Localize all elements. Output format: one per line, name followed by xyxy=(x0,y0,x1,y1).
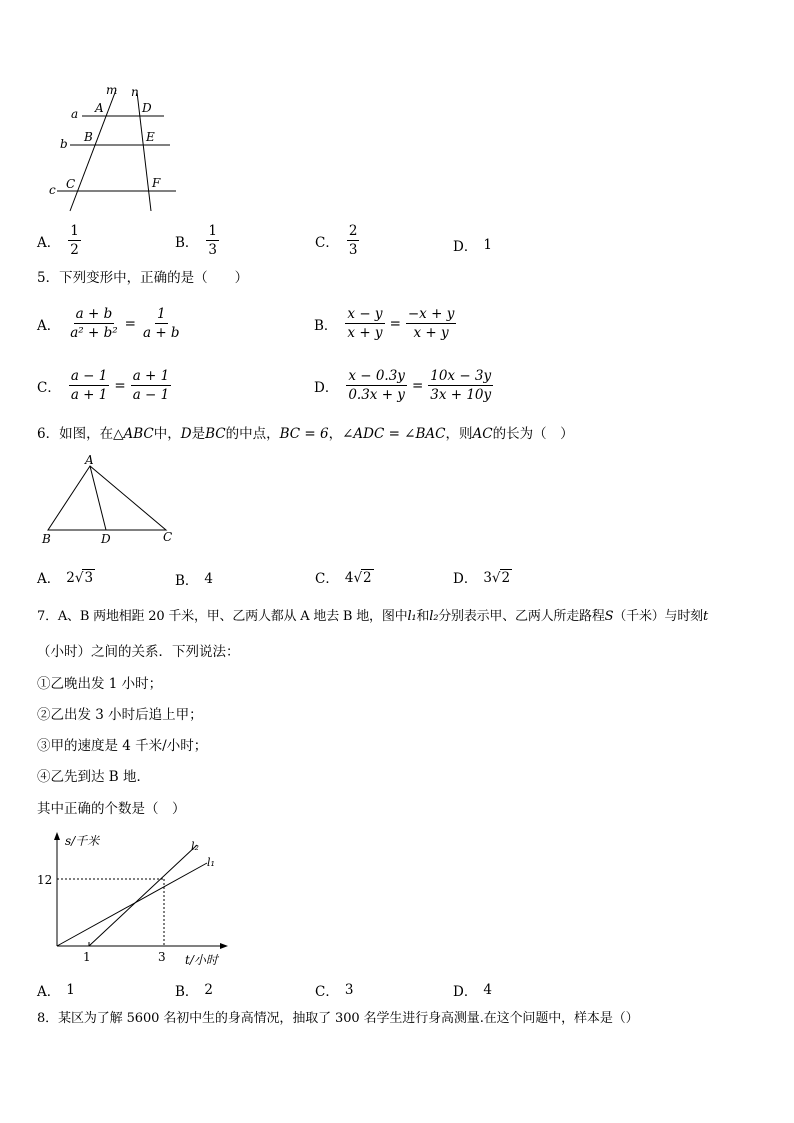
q7-distance-time-graph xyxy=(35,828,265,973)
label-C: C xyxy=(163,530,173,544)
x-tick-1: 1 xyxy=(83,950,91,964)
q6-option-c[interactable]: C． 4 √ 2 xyxy=(315,569,372,587)
q5-option-c[interactable]: C． $\frac{a - 1}{a + 1}$ = $\frac{a + 1}{a - 1}$ xyxy=(37,368,170,404)
q6-stem: 6．如图，在△ABC中，D是BC的中点，BC = 6，∠ADC = ∠BAC，则AC的长为（ ） xyxy=(37,426,574,442)
y-axis-label: s/千米 xyxy=(65,834,100,848)
q7-statement-1: ①乙晚出发 1 小时； xyxy=(37,676,163,692)
q4-option-a[interactable]: A． $\frac{1}{2}$ xyxy=(37,223,79,259)
y-axis-arrow xyxy=(54,832,60,840)
label-l2: l₂ xyxy=(191,840,199,853)
label-A: A xyxy=(85,453,94,467)
q7-option-d[interactable]: D． 4 xyxy=(453,982,492,1000)
x-axis-arrow xyxy=(220,943,228,949)
label-B: B xyxy=(42,532,51,546)
q6-option-b[interactable]: B． 4 xyxy=(175,571,214,589)
q5-option-a[interactable]: A． $\frac{a + b}{\text{a² + b²}}$ = $\frac{1}{a + b}$ xyxy=(37,306,180,342)
q7-option-a[interactable]: A． 1 xyxy=(37,982,75,1000)
line-l2 xyxy=(89,845,197,946)
q4-option-c[interactable]: C． $\frac{2}{3}$ xyxy=(315,223,358,259)
q6-triangle-figure xyxy=(38,452,183,547)
q5-option-d[interactable]: D． $\frac{x - 0.3y}{0.3x + y}$ = $\frac{10x - 3y}{3x + 10y}$ xyxy=(314,368,492,404)
label-C: C xyxy=(66,177,76,191)
label-F: F xyxy=(152,176,161,190)
label-B: B xyxy=(84,130,93,144)
segment-ad xyxy=(90,466,106,530)
line-l1 xyxy=(57,863,207,946)
label-b: b xyxy=(60,137,68,151)
q7-stem-line1: 7．A、B 两地相距 20 千米，甲、乙两人都从 A 地去 B 地，图中l₁和l₂分别表示甲、乙两人所走路程S（千米）与时刻t xyxy=(37,609,708,624)
q8-stem: 8．某区为了解 5600 名初中生的身高情况，抽取了 300 名学生进行身高测量.在这个问题中，样本是（） xyxy=(37,1011,639,1026)
q4-option-d[interactable]: D． 1 xyxy=(453,237,492,255)
q7-statement-4: ④乙先到达 B 地． xyxy=(37,769,151,785)
label-a: a xyxy=(71,107,79,121)
q4-option-b[interactable]: B． $\frac{1}{3}$ xyxy=(175,223,218,259)
label-E: E xyxy=(146,130,155,144)
q6-option-a[interactable]: A． 2 √ 3 xyxy=(37,569,94,587)
q7-stem-line2: （小时）之间的关系．下列说法： xyxy=(37,644,240,660)
q7-statement-2: ②乙出发 3 小时后追上甲； xyxy=(37,707,203,723)
label-c: c xyxy=(49,183,56,197)
q7-ask: 其中正确的个数是（ ） xyxy=(37,801,186,817)
label-n: n xyxy=(131,85,139,99)
label-A: A xyxy=(95,101,104,115)
triangle-abc xyxy=(48,466,166,530)
label-m: m xyxy=(106,83,118,97)
label-D: D xyxy=(142,101,152,115)
q7-statement-3: ③甲的速度是 4 千米/小时； xyxy=(37,738,208,754)
q7-option-c[interactable]: C． 3 xyxy=(315,982,354,1000)
label-l1: l₁ xyxy=(207,856,215,869)
x-axis-label: t/小时 xyxy=(185,953,218,967)
y-tick-12: 12 xyxy=(37,873,53,887)
label-D: D xyxy=(101,532,111,546)
x-tick-3: 3 xyxy=(158,950,166,964)
q5-option-b[interactable]: B． $\frac{x - y}{x + y}$ = $\frac{-x + y}{x + y}$ xyxy=(314,306,455,342)
q5-stem: 5．下列变形中，正确的是（ ） xyxy=(37,270,249,286)
q7-option-b[interactable]: B． 2 xyxy=(175,982,214,1000)
q6-option-d[interactable]: D． 3 √ 2 xyxy=(453,569,511,587)
q4-figure xyxy=(40,82,180,217)
